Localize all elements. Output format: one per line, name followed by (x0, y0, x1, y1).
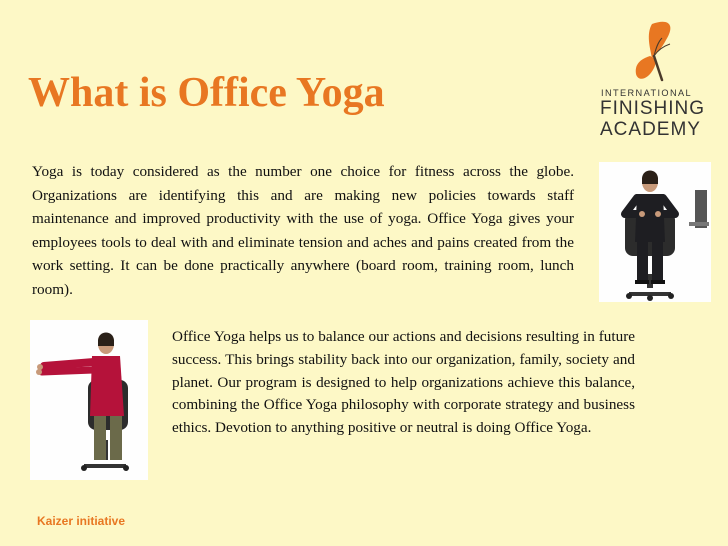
yoga-pose-photo-arms-extended (30, 320, 148, 480)
footer-credit: Kaizer initiative (37, 514, 126, 528)
intro-paragraph: Yoga is today considered as the number one choice for fitness across the globe. Organizations are identifying this and are making new policies towards staff maintenance and improved productivity with the use of yoga. Office Yoga gives your employees tools to deal with and eliminate tension and aches and pains created from the work setting. It can be done practically anywhere (board room, training room, lunch room). (32, 163, 574, 298)
logo-line-international: INTERNATIONAL (601, 88, 693, 98)
academy-logo (596, 18, 716, 143)
yoga-pose-photo-seated (599, 162, 711, 302)
balance-paragraph: Office Yoga helps us to balance our actions and decisions resulting in future success. This brings stability back into our organization, family, society and planet. Our program is designed to help organizations achieve this balance, combining the Office Yoga philosophy with corporate strategy and business ethics. Devotion to anything positive or neutral is doing Office Yoga. (172, 328, 635, 437)
butterfly-icon (596, 18, 716, 88)
page-title: What is Office Yoga (28, 70, 385, 116)
logo-line-finishing: FINISHING (600, 98, 706, 119)
logo-line-academy: ACADEMY (600, 119, 701, 140)
arms-extended-woman-illustration (30, 320, 148, 480)
logo-text (596, 88, 716, 140)
seated-woman-illustration (599, 162, 711, 302)
